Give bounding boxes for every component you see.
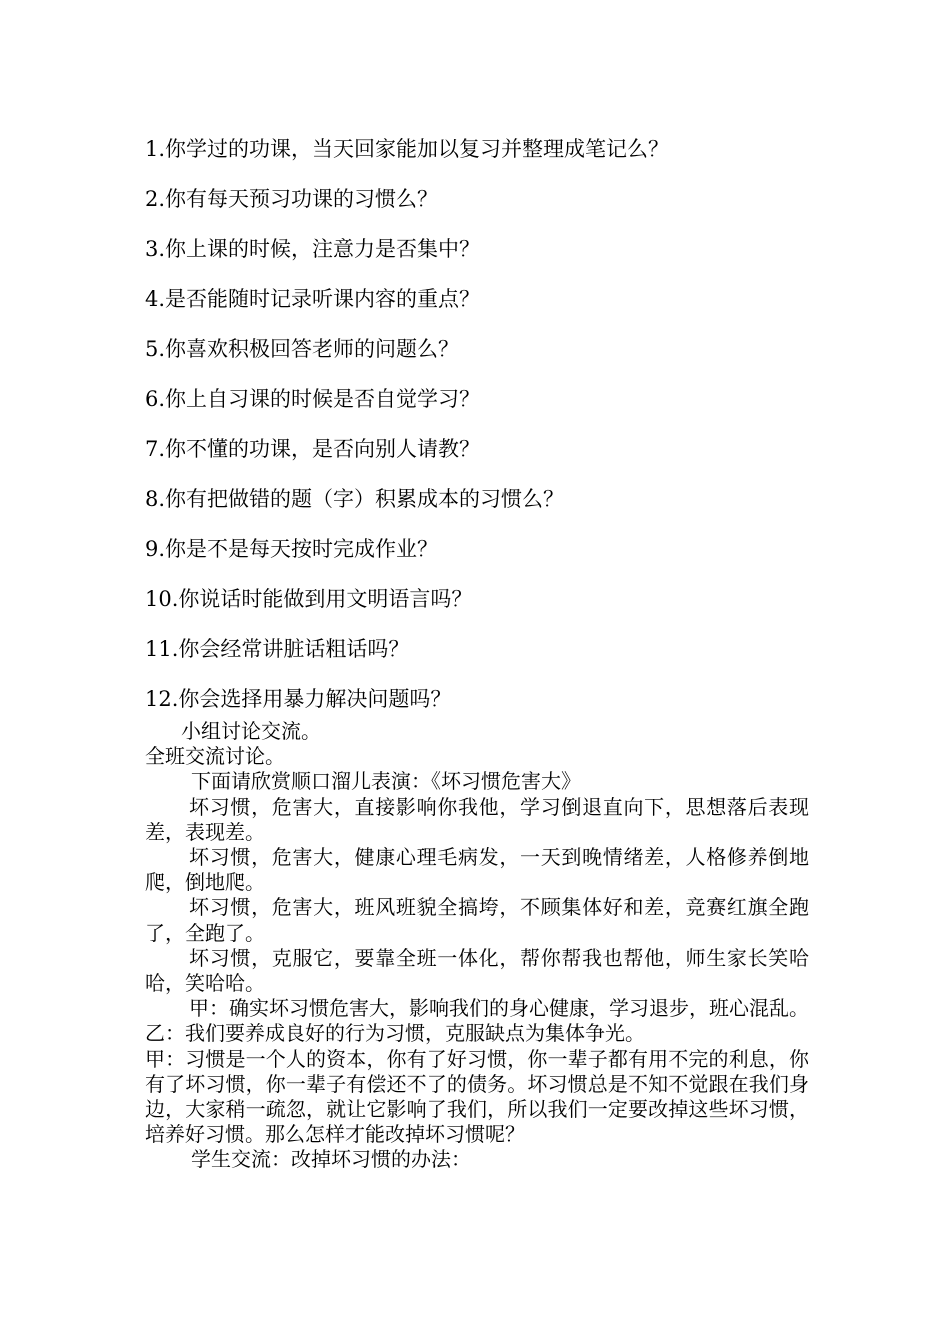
paragraph-dialogue-yi-1: 乙：我们要养成良好的行为习惯，克服缺点为集体争光。 [145, 1021, 645, 1046]
paragraph-verse-4: 坏习惯，克服它，要靠全班一体化，帮你帮我也帮他，师生家长笑哈哈，笑哈哈。 [145, 945, 809, 996]
question-item-2: 2.你有每天预习功课的习惯么？ [145, 187, 439, 211]
question-item-6: 6.你上自习课的时候是否自觉学习？ [145, 387, 481, 411]
question-item-12: 12.你会选择用暴力解决问题吗？ [145, 687, 452, 711]
question-item-4: 4.是否能随时记录听课内容的重点？ [145, 287, 481, 311]
paragraph-verse-3: 坏习惯，危害大，班风班貌全搞垮，不顾集体好和差，竞赛红旗全跑了，全跑了。 [145, 895, 809, 945]
paragraph-dialogue-jia-1: 甲：确实坏习惯危害大，影响我们的身心健康，学习退步，班心混乱。 [189, 996, 809, 1021]
paragraph-student-exchange: 学生交流：改掉坏习惯的办法： [191, 1147, 471, 1172]
question-item-1: 1.你学过的功课，当天回家能加以复习并整理成笔记么？ [145, 137, 670, 161]
question-item-8: 8.你有把做错的题（字）积累成本的习惯么？ [145, 487, 565, 511]
paragraph-group-discussion: 小组讨论交流。 [181, 719, 321, 743]
question-item-11: 11.你会经常讲脏话粗话吗？ [145, 637, 410, 661]
paragraph-verse-1: 坏习惯，危害大，直接影响你我他，学习倒退直向下，思想落后表现差，表现差。 [145, 794, 809, 844]
paragraph-dialogue-jia-2: 甲：习惯是一个人的资本，你有了好习惯，你一辈子都有用不完的利息，你有了坏习惯，你一辈子有偿还不了的债务。坏习惯总是不知不觉跟在我们身边，大家稍一疏忽，就让它影响了我们，所以我们一定要改掉这些坏习惯，培养好习惯。那么怎样才能改掉坏习惯呢？ [145, 1046, 809, 1147]
question-item-3: 3.你上课的时候，注意力是否集中？ [145, 237, 481, 261]
question-item-5: 5.你喜欢积极回答老师的问题么？ [145, 337, 460, 361]
questionnaire-list [145, 134, 825, 734]
paragraph-performance-intro: 下面请欣赏顺口溜儿表演：《坏习惯危害大》 [191, 769, 581, 794]
paragraph-verse-2: 坏习惯，危害大，健康心理毛病发，一天到晚情绪差，人格修养倒地爬，倒地爬。 [145, 845, 809, 895]
document-body [145, 719, 809, 1173]
question-item-9: 9.你是不是每天按时完成作业？ [145, 537, 439, 561]
question-item-7: 7.你不懂的功课，是否向别人请教？ [145, 437, 481, 461]
paragraph-class-discussion: 全班交流讨论。 [145, 744, 285, 769]
question-item-10: 10.你说话时能做到用文明语言吗？ [145, 587, 473, 611]
